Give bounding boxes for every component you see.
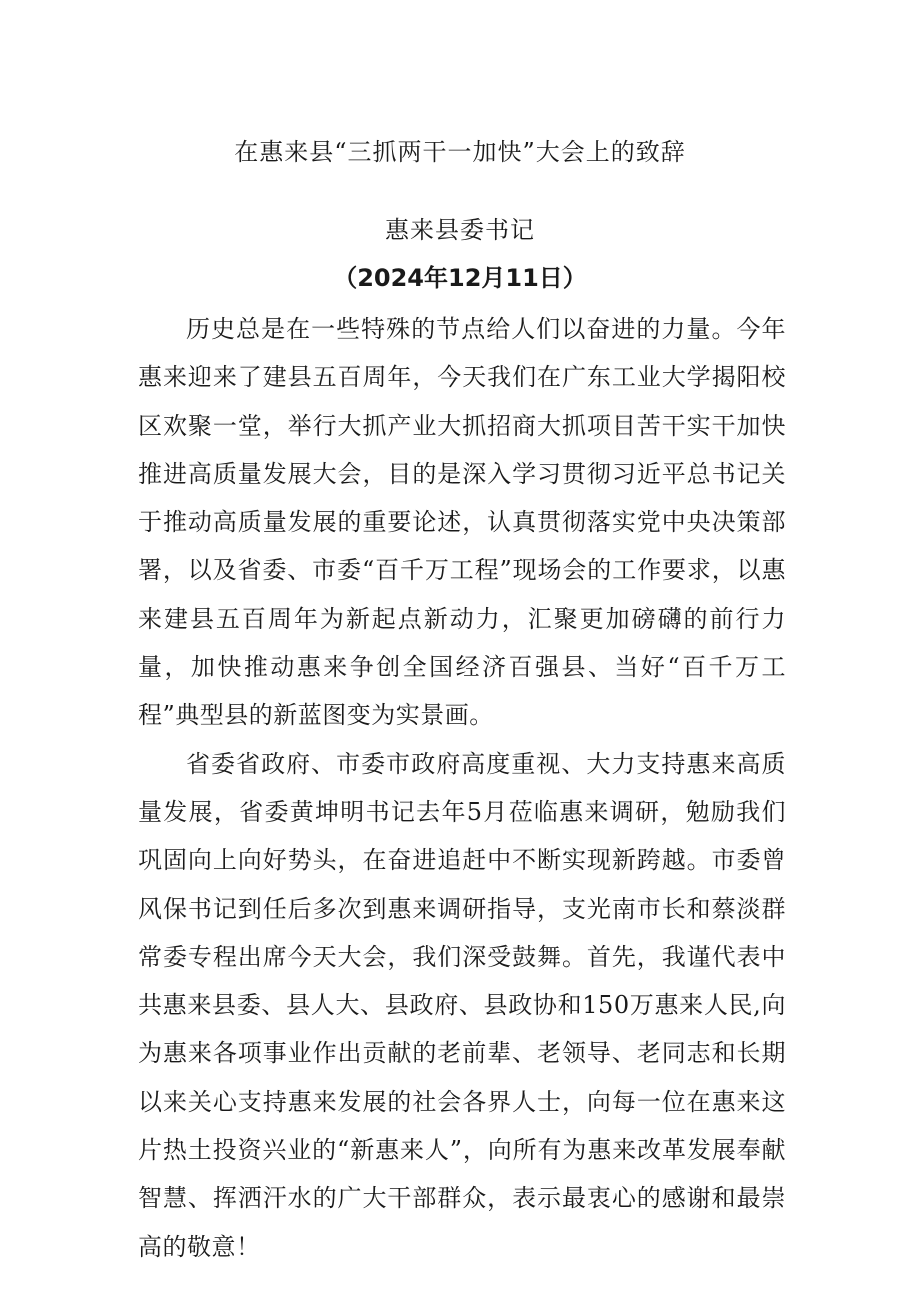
paragraph-1: 历史总是在一些特殊的节点给人们以奋进的力量。今年惠来迎来了建县五百周年，今天我们在广东工业大学揭阳校区欢聚一堂，举行大抓产业大抓招商大抓项目苦干实干加快推进高质量发展大会，目的是深入学习贯彻习近平总书记关于推动高质量发展的重要论述，认真贯彻落实党中央决策部署，以及省委、市委“百千万工程”现场会的工作要求，以惠来建县五百周年为新起点新动力，汇聚更加磅礴的前行力量，加快推动惠来争创全国经济百强县、当好“百千万工程”典型县的新蓝图变为实景画。: [138, 315, 786, 730]
document-body: [138, 305, 786, 1271]
date-line: （2024年12月11日）: [333, 264, 587, 292]
document-title: 在惠来县“三抓两干一加快”大会上的致辞: [234, 138, 686, 166]
author-line: 惠来县委书记: [385, 216, 535, 244]
paragraph-2: 省委省政府、市委市政府高度重视、大力支持惠来高质量发展，省委黄坤明书记去年5月莅临惠来调研，勉励我们巩固向上向好势头，在奋进追赶中不断实现新跨越。市委曾风保书记到任后多次到惠来调研指导，支光南市长和蔡淡群常委专程出席今天大会，我们深受鼓舞。首先，我谨代表中共惠来县委、县人大、县政府、县政协和150万惠来人民,向为惠来各项事业作出贡献的老前辈、老领导、老同志和长期以来关心支持惠来发展的社会各界人士，向每一位在惠来这片热土投资兴业的“新惠来人”，向所有为惠来改革发展奉献智慧、挥洒汗水的广大干部群众，表示最衷心的感谢和最崇高的敬意！: [138, 749, 786, 1261]
